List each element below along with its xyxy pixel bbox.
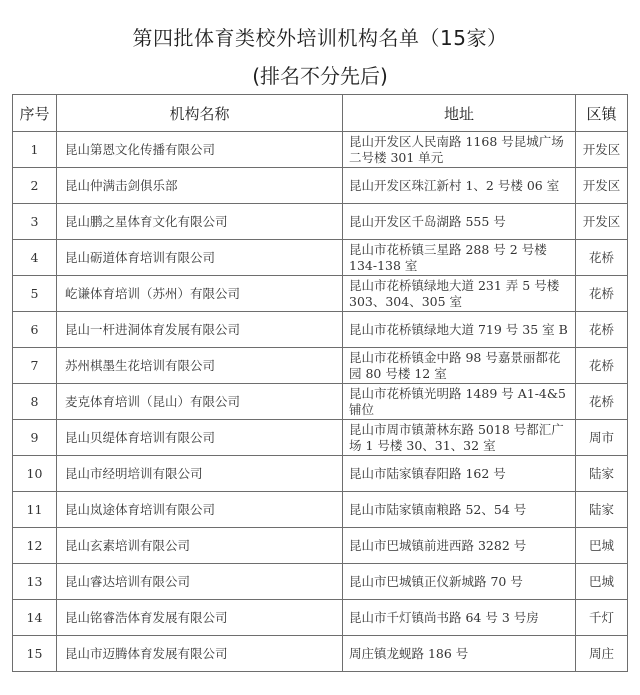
row-name: 屹谦体育培训（苏州）有限公司 <box>57 276 343 312</box>
row-index: 2 <box>13 168 57 204</box>
row-town: 陆家 <box>576 456 628 492</box>
table-row <box>13 492 628 528</box>
row-index: 8 <box>13 384 57 420</box>
row-address: 昆山市花桥镇光明路 1489 号 A1-4&5 铺位 <box>343 384 576 420</box>
row-town: 开发区 <box>576 204 628 240</box>
table-row <box>13 240 628 276</box>
row-town: 花桥 <box>576 240 628 276</box>
row-town: 千灯 <box>576 600 628 636</box>
row-name: 昆山睿达培训有限公司 <box>57 564 343 600</box>
row-address: 昆山开发区千岛湖路 555 号 <box>343 204 576 240</box>
row-address: 昆山开发区珠江新村 1、2 号楼 06 室 <box>343 168 576 204</box>
row-index: 1 <box>13 132 57 168</box>
row-address: 昆山市陆家镇南粮路 52、54 号 <box>343 492 576 528</box>
table-row <box>13 132 628 168</box>
row-town: 花桥 <box>576 384 628 420</box>
row-index: 4 <box>13 240 57 276</box>
row-index: 7 <box>13 348 57 384</box>
row-town: 巴城 <box>576 528 628 564</box>
table-row <box>13 420 628 456</box>
row-index: 13 <box>13 564 57 600</box>
header-name: 机构名称 <box>57 95 343 132</box>
row-index: 12 <box>13 528 57 564</box>
table-header-row <box>13 95 628 132</box>
row-town: 花桥 <box>576 312 628 348</box>
document-subtitle: (排名不分先后) <box>252 64 388 88</box>
row-name: 昆山贝缇体育培训有限公司 <box>57 420 343 456</box>
row-town: 周庄 <box>576 636 628 672</box>
row-index: 5 <box>13 276 57 312</box>
row-address: 昆山市巴城镇前进西路 3282 号 <box>343 528 576 564</box>
row-index: 10 <box>13 456 57 492</box>
institution-table <box>12 94 628 672</box>
row-index: 14 <box>13 600 57 636</box>
row-index: 9 <box>13 420 57 456</box>
row-name: 昆山市经明培训有限公司 <box>57 456 343 492</box>
header-address: 地址 <box>343 95 576 132</box>
document-title: 第四批体育类校外培训机构名单（15家） <box>132 26 508 50</box>
table-row <box>13 636 628 672</box>
row-index: 6 <box>13 312 57 348</box>
row-name: 昆山一杆进洞体育发展有限公司 <box>57 312 343 348</box>
row-name: 昆山第恩文化传播有限公司 <box>57 132 343 168</box>
row-index: 3 <box>13 204 57 240</box>
row-index: 15 <box>13 636 57 672</box>
table-row <box>13 168 628 204</box>
row-name: 昆山鹏之星体育文化有限公司 <box>57 204 343 240</box>
row-index: 11 <box>13 492 57 528</box>
row-name: 昆山仲满击剑俱乐部 <box>57 168 343 204</box>
row-address: 昆山市千灯镇尚书路 64 号 3 号房 <box>343 600 576 636</box>
row-town: 开发区 <box>576 168 628 204</box>
row-town: 花桥 <box>576 348 628 384</box>
row-address: 昆山开发区人民南路 1168 号昆城广场二号楼 301 单元 <box>343 132 576 168</box>
row-address: 昆山市花桥镇绿地大道 231 弄 5 号楼 303、304、305 室 <box>343 276 576 312</box>
row-town: 周市 <box>576 420 628 456</box>
row-name: 昆山市迈腾体育发展有限公司 <box>57 636 343 672</box>
row-address: 昆山市花桥镇绿地大道 719 号 35 室 B <box>343 312 576 348</box>
row-town: 巴城 <box>576 564 628 600</box>
row-town: 花桥 <box>576 276 628 312</box>
row-address: 昆山市花桥镇金中路 98 号嘉景丽都花园 80 号楼 12 室 <box>343 348 576 384</box>
row-name: 昆山岚途体育培训有限公司 <box>57 492 343 528</box>
row-town: 陆家 <box>576 492 628 528</box>
row-address: 昆山市陆家镇春阳路 162 号 <box>343 456 576 492</box>
row-town: 开发区 <box>576 132 628 168</box>
header-index: 序号 <box>13 95 57 132</box>
row-name: 麦克体育培训（昆山）有限公司 <box>57 384 343 420</box>
row-name: 昆山砺道体育培训有限公司 <box>57 240 343 276</box>
table-row <box>13 456 628 492</box>
header-town: 区镇 <box>576 95 628 132</box>
row-name: 昆山玄素培训有限公司 <box>57 528 343 564</box>
row-address: 昆山市巴城镇正仪新城路 70 号 <box>343 564 576 600</box>
table-row <box>13 312 628 348</box>
row-name: 昆山铭睿浩体育发展有限公司 <box>57 600 343 636</box>
table-row <box>13 348 628 384</box>
table-row <box>13 528 628 564</box>
row-address: 昆山市周市镇萧林东路 5018 号都汇广场 1 号楼 30、31、32 室 <box>343 420 576 456</box>
row-address: 周庄镇龙蚬路 186 号 <box>343 636 576 672</box>
table-row <box>13 564 628 600</box>
row-name: 苏州棋墨生花培训有限公司 <box>57 348 343 384</box>
table-row <box>13 204 628 240</box>
table-row <box>13 600 628 636</box>
row-address: 昆山市花桥镇三星路 288 号 2 号楼 134-138 室 <box>343 240 576 276</box>
table-row <box>13 384 628 420</box>
table-row <box>13 276 628 312</box>
